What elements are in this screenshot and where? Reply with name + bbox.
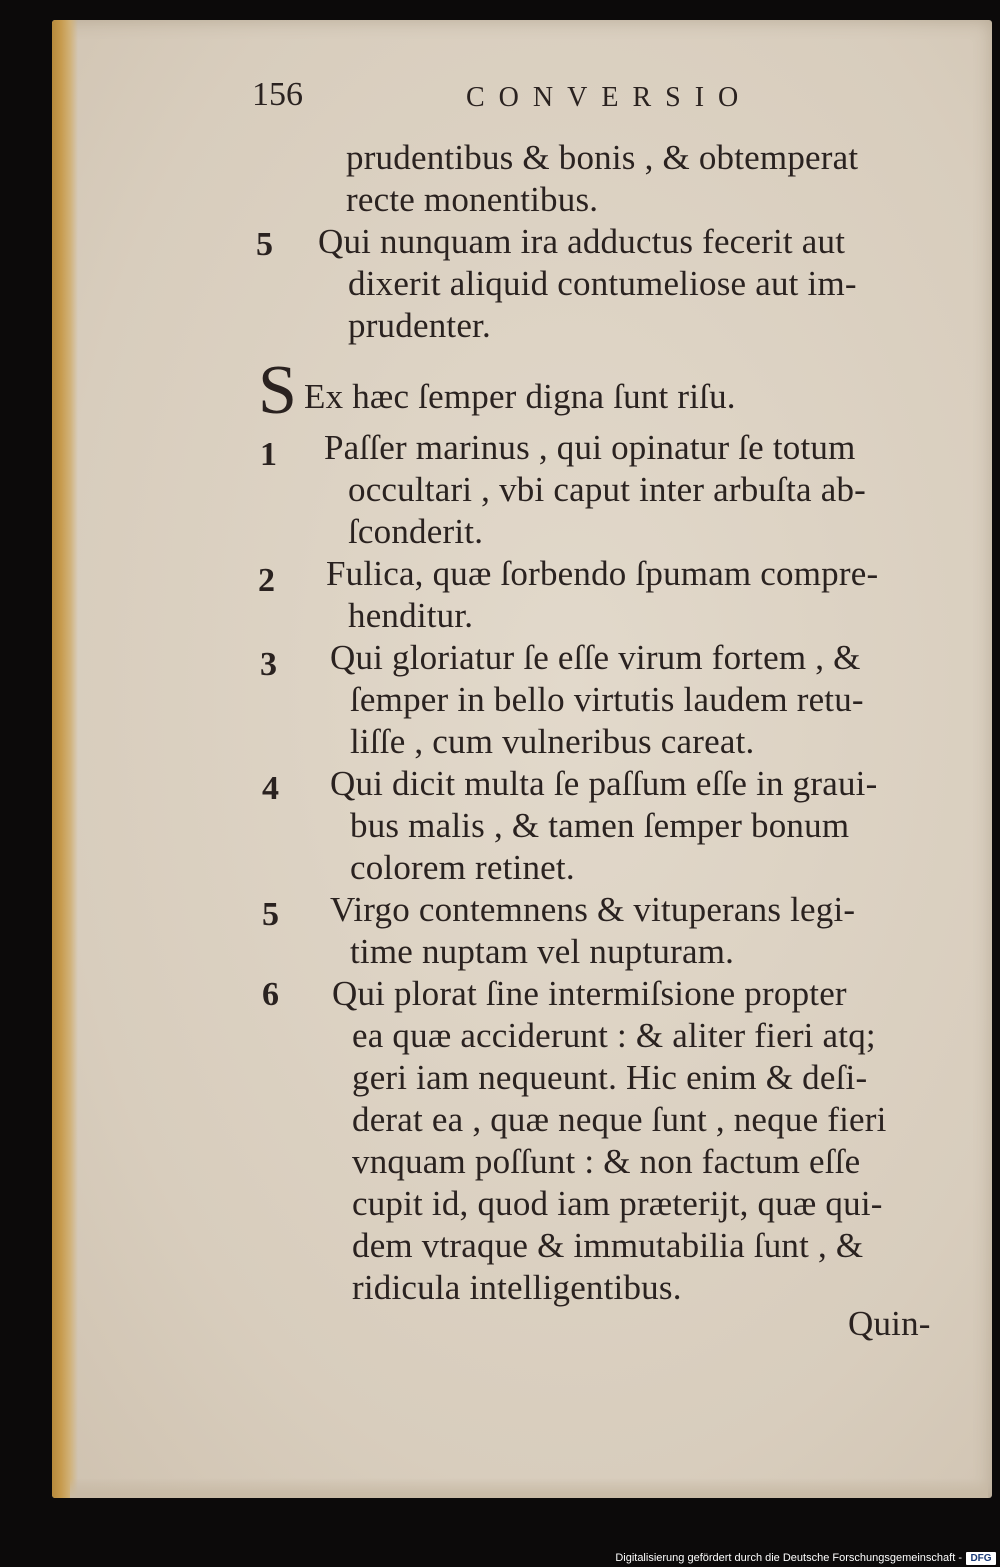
item-marker: 3 (260, 646, 277, 683)
text-line: ea quæ acciderunt : & aliter fieri atq; (352, 1016, 876, 1055)
item-marker: 5 (262, 896, 279, 933)
text-line: Paſſer marinus , qui opinatur ſe totum (324, 428, 856, 467)
text-line: Fulica, quæ ſorbendo ſpumam compre- (326, 554, 879, 593)
dfg-logo: DFG (966, 1552, 996, 1565)
text-line: Virgo contemnens & vituperans legi- (330, 890, 856, 929)
item-marker: 1 (260, 436, 277, 473)
item-marker: 6 (262, 976, 279, 1013)
text-line: cupit id, quod iam præterijt, quæ qui- (352, 1184, 883, 1223)
text-line: recte monentibus. (346, 180, 599, 219)
text-line: dem vtraque & immutabilia ſunt , & (352, 1226, 864, 1265)
text-line: prudentibus & bonis , & obtemperat (346, 138, 859, 177)
page-gilt-edge (52, 20, 78, 1498)
text-line: liſſe , cum vulneribus careat. (350, 722, 755, 761)
text-line: Qui nunquam ira adductus fecerit aut (318, 222, 846, 261)
text-line: ſconderit. (348, 512, 484, 551)
page-number: 156 (252, 76, 303, 113)
item-marker: 5 (256, 226, 273, 263)
text-line: derat ea , quæ neque ſunt , neque fieri (352, 1100, 887, 1139)
item-marker: 2 (258, 562, 275, 599)
text-line: ſemper in bello virtutis laudem retu- (350, 680, 864, 719)
text-line: ridicula intelligentibus. (352, 1268, 682, 1307)
page-bottom-shadow (70, 1478, 988, 1498)
text-line: geri iam nequeunt. Hic enim & deſi- (352, 1058, 868, 1097)
text-line: Qui dicit multa ſe paſſum eſſe in graui- (330, 764, 878, 803)
catchword: Quin- (848, 1304, 931, 1343)
text-line: time nuptam vel nupturam. (350, 932, 735, 971)
text-line: occultari , vbi caput inter arbuſta ab- (348, 470, 867, 509)
text-line: vnquam poſſunt : & non factum eſſe (352, 1142, 861, 1181)
text-line: prudenter. (348, 306, 491, 345)
text-line: Ex hæc ſemper digna ſunt riſu. (304, 377, 736, 416)
running-title: CONVERSIO (466, 82, 753, 113)
item-marker: 4 (262, 770, 279, 807)
text-line: dixerit aliquid contumeliose aut im- (348, 264, 857, 303)
text-line: henditur. (348, 596, 474, 635)
text-line: Qui gloriatur ſe eſſe virum fortem , & (330, 638, 861, 677)
text-line: bus malis , & tamen ſemper bonum (350, 806, 850, 845)
drop-cap: S (258, 352, 297, 429)
digitization-credit: Digitalisierung gefördert durch die Deutsche Forschungsgemeinschaft - (600, 1550, 1000, 1567)
text-line: colorem retinet. (350, 848, 575, 887)
text-line: Qui plorat ſine intermiſsione propter (332, 974, 847, 1013)
